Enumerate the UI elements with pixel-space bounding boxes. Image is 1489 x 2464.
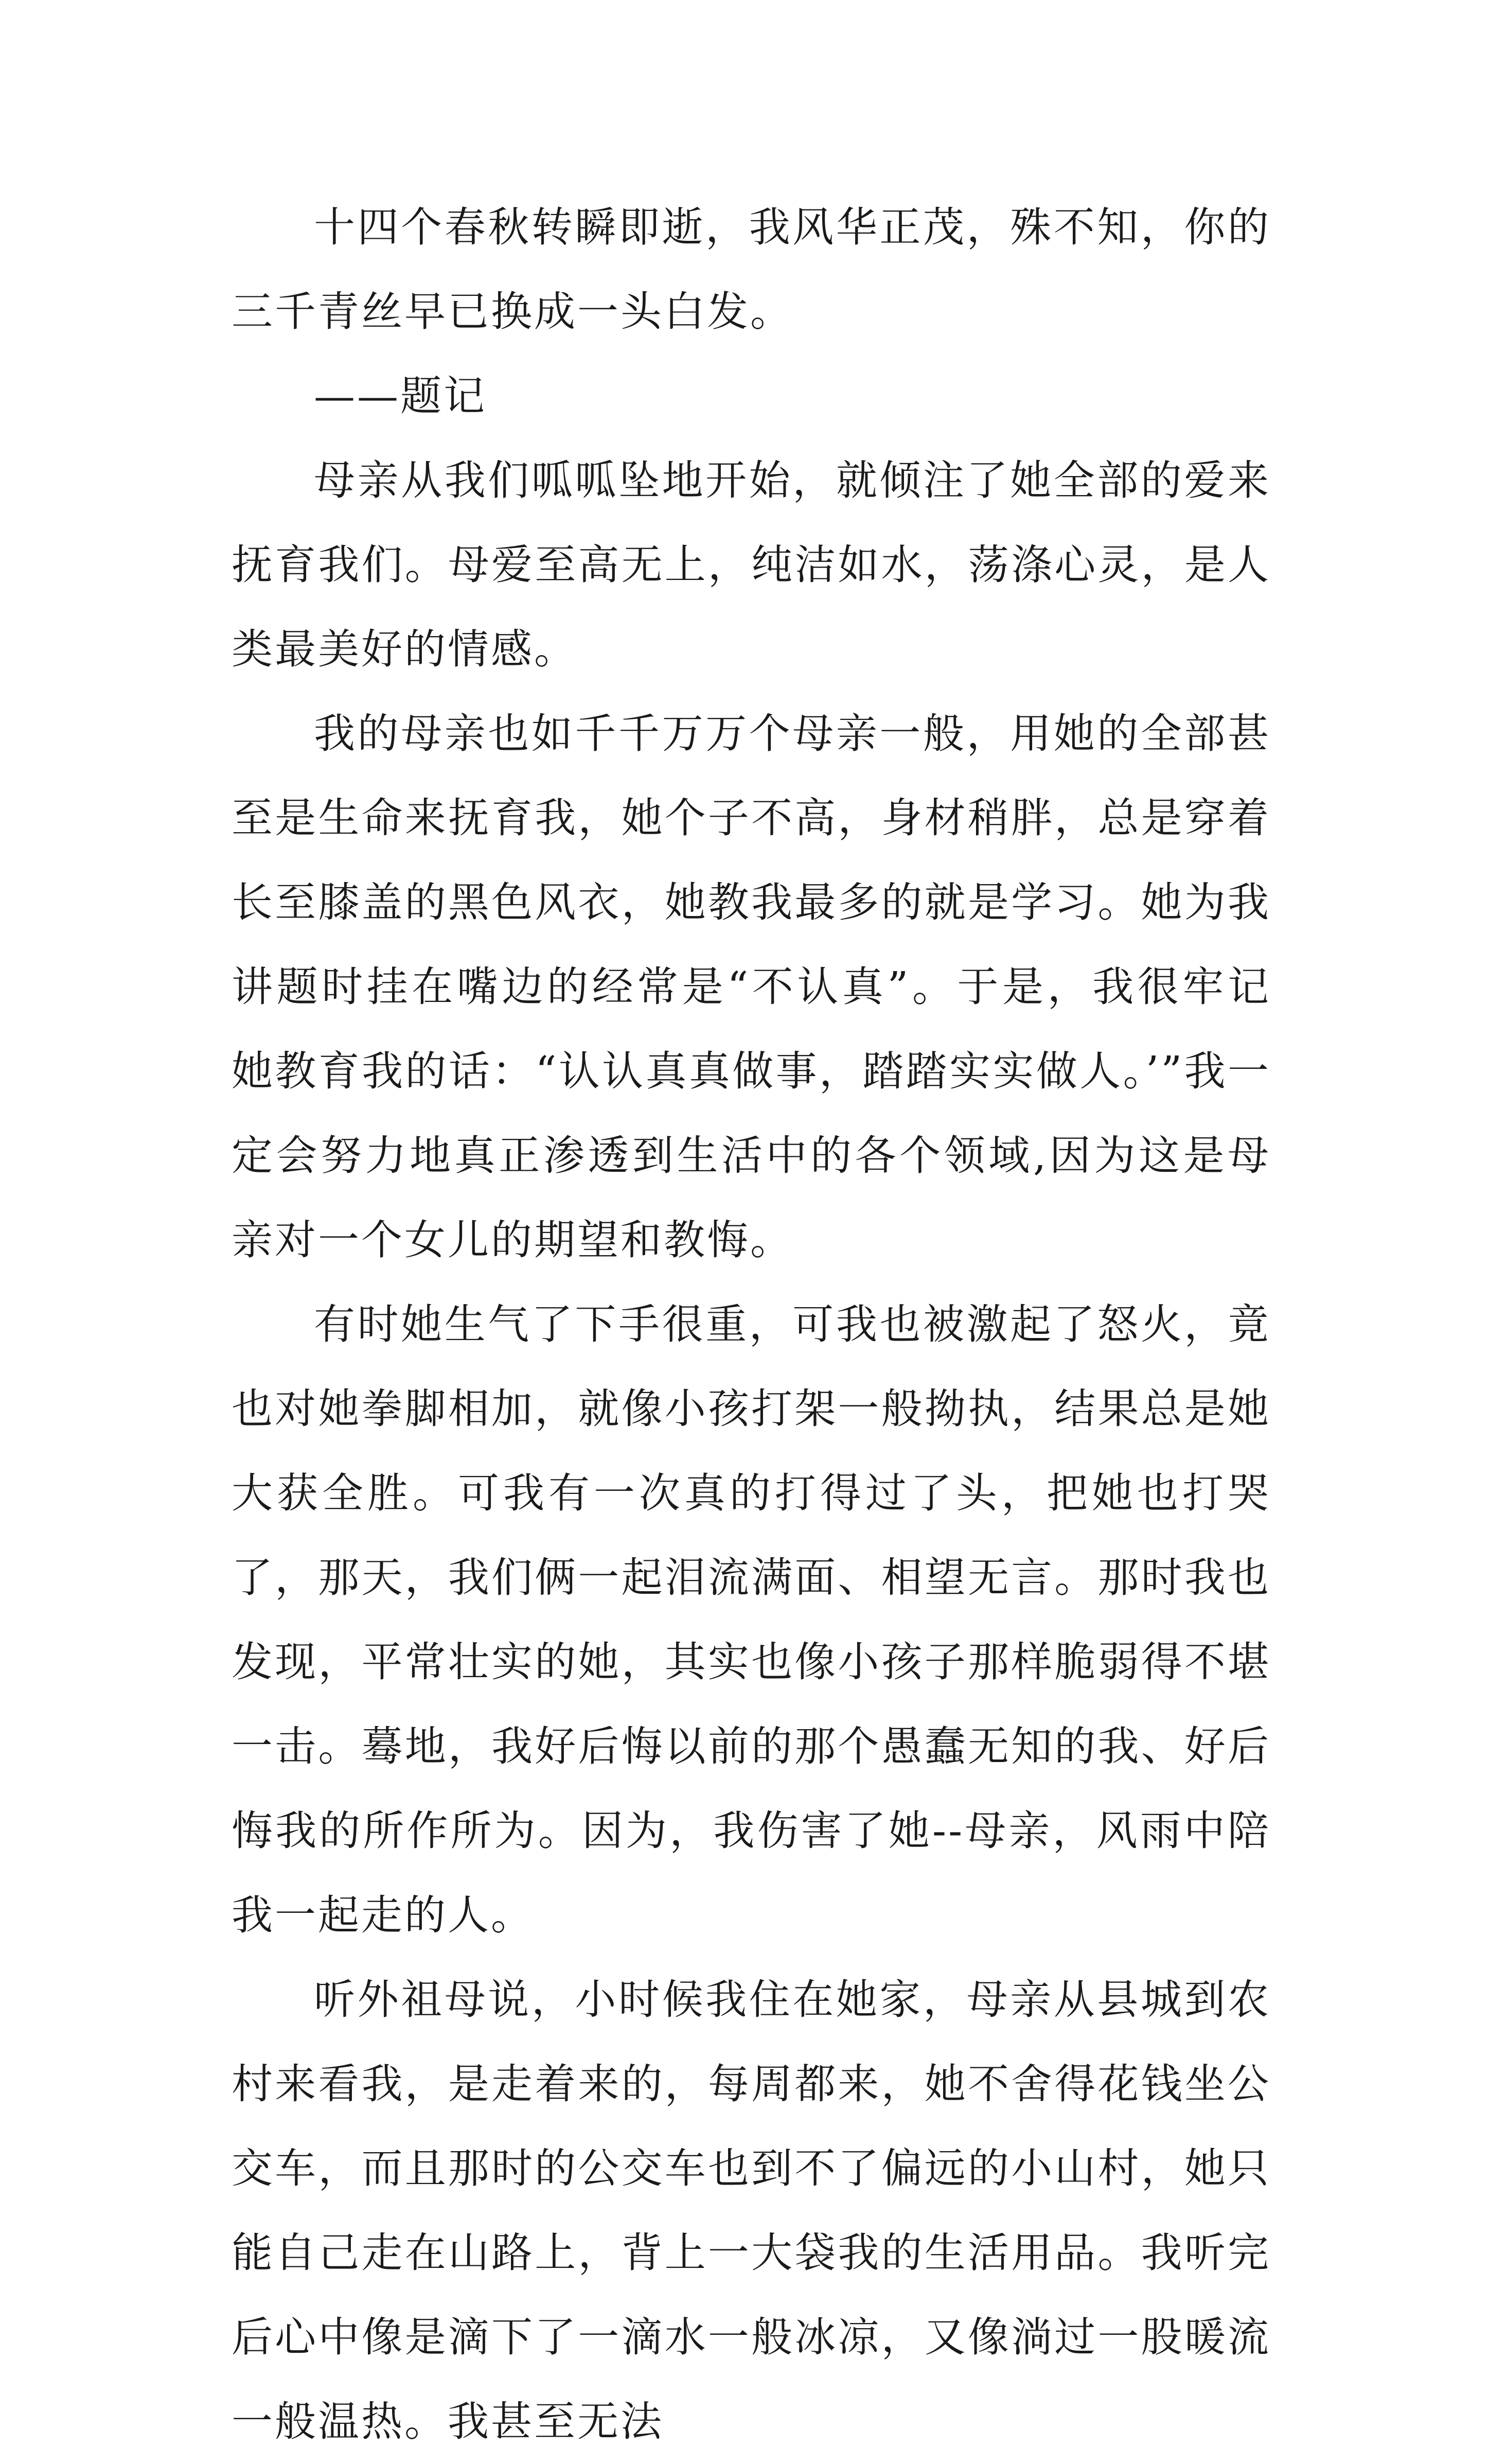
body-paragraph-4: 听外祖母说，小时候我住在她家，母亲从县城到农村来看我，是走着来的，每周都来，她不舍得花钱坐公交车，而且那时的公交车也到不了偏远的小山村，她只能自己走在山路上，背上一大袋我的生活用品。我听完后心中像是滴下了一滴水一般冰凉，又像淌过一股暖流一般温热。我甚至无法 bbox=[232, 1976, 1271, 2445]
essay-body bbox=[232, 185, 1271, 2464]
epigraph-attribution: ——题记 bbox=[314, 372, 487, 420]
body-paragraph-3: 有时她生气了下手很重，可我也被激起了怒火，竟也对她拳脚相加，就像小孩打架一般拗执，结果总是她大获全胜。可我有一次真的打得过了头，把她也打哭了，那天，我们俩一起泪流满面、相望无言。那时我也发现，平常壮实的她，其实也像小孩子那样脆弱得不堪一击。蓦地，我好后悔以前的那个愚蠢无知的我、好后悔我的所作所为。因为，我伤害了她--母亲，风雨中陪我一起走的人。 bbox=[232, 1300, 1271, 1939]
body-paragraph-2: 我的母亲也如千千万万个母亲一般，用她的全部甚至是生命来抚育我，她个子不高，身材稍胖，总是穿着长至膝盖的黑色风衣，她教我最多的就是学习。她为我讲题时挂在嘴边的经常是“不认真”。于是，我很牢记她教育我的话：“认认真真做事，踏踏实实做人。’”我一定会努力地真正渗透到生活中的各个领域,因为这是母亲对一个女儿的期望和教悔。 bbox=[232, 710, 1271, 1264]
body-paragraph-1: 母亲从我们呱呱坠地开始，就倾注了她全部的爱来抚育我们。母爱至高无上，纯洁如水，荡涤心灵，是人类最美好的情感。 bbox=[232, 456, 1271, 673]
epigraph-paragraph: 十四个春秋转瞬即逝，我风华正茂，殊不知，你的三千青丝早已换成一头白发。 bbox=[232, 203, 1271, 336]
